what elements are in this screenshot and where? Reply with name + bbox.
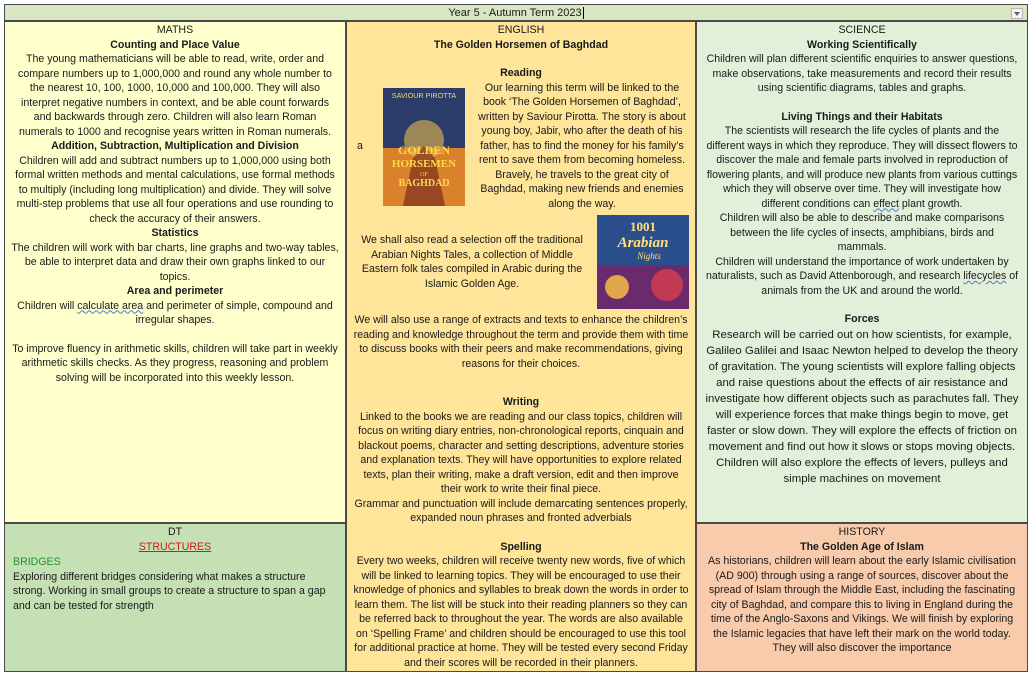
science-heading-forces: Forces [844, 313, 880, 325]
english-subject: ENGLISH [497, 24, 545, 36]
dt-topic: STRUCTURES [138, 540, 212, 553]
maths-heading-statistics: Statistics [151, 227, 199, 239]
maths-area-pre: Children will [17, 299, 78, 312]
english-writing-heading: Writing [502, 396, 540, 408]
maths-area-spellcheck: calculate area [77, 299, 144, 312]
dropdown-arrow-icon[interactable] [1011, 8, 1023, 19]
dt-text: Exploring different bridges considering what makes a structure strong. Working in small groups to create a structure to span a gap and can be tested for strength [13, 570, 326, 612]
book2-line3: Nights [637, 251, 661, 261]
book1-of: OF [420, 172, 428, 179]
dt-subheading: BRIDGES [13, 556, 61, 568]
maths-area-post: and perimeter of simple, compound and irregular shapes. [135, 299, 333, 326]
text-cursor [583, 7, 584, 19]
history-cell[interactable] [696, 523, 1028, 672]
science-heading-living-things: Living Things and their Habitats [781, 110, 943, 123]
history-heading: The Golden Age of Islam [800, 540, 924, 553]
science-forces-text: Research will be carried out on how scientists, for example, Galileo Galilei and Isaac Newton helped to develop the theory of gravitation. The young scientists will explore falling objects and raise questions about the effects of air resistance and investigate how different objects such as parachutes fall. They will experience forces that make things begin to move, get faster or slow down. They will explore the effects of friction on movement and find out how it slows or stops moving objects. Children will also explore the effects of levers, pulleys and simple machines on movement [705, 328, 1019, 485]
maths-subject: MATHS [156, 24, 194, 36]
science-naturalists-text [705, 255, 1019, 299]
science-plants-post: plant growth. [898, 197, 963, 210]
maths-heading-operations: Addition, Subtraction, Multiplication and Division [51, 140, 299, 152]
english-cell[interactable] [346, 21, 696, 672]
science-naturalists-pre: Children will understand the importance of work undertaken by naturalists, such as David Attenborough, and research [705, 255, 1009, 282]
title-bar[interactable] [4, 4, 1028, 21]
arabian-nights-book-cover [597, 215, 689, 309]
english-reading-heading: Reading [500, 67, 542, 79]
maths-operations-text: Children will add and subtract numbers up to 1,000,000 using both formal written methods and mental calculations, use formal methods to multiply (including long multiplication) and divide. They will solve multi-step problems that use all four operations and use rounding to check the accuracy of their answers. [15, 154, 335, 225]
science-plants-pre: The scientists will research the life cycles of plants and the different ways in which they reproduce. They will dissect flowers to discover the male and female parts involved in reproduction of flowering plants, and will produce new plants from various cuttings which they will observe over time. They will investigate how different conditions can [706, 125, 1018, 210]
maths-statistics-text: The children will work with bar charts, line graphs and two-way tables, be able to interpret data and draw their own graphs linked to our topics. [11, 241, 339, 283]
maths-cell[interactable] [4, 21, 346, 523]
term-title: Year 5 - Autumn Term 2023 [448, 7, 582, 19]
arabian-nights-text: We shall also read a selection off the traditional Arabian Nights Tales, a collection of Middle Eastern folk tales compiled in Arabic during the Islamic Golden Age. [361, 234, 583, 290]
golden-horsemen-book-cover [383, 88, 465, 206]
science-working-text: Children will plan different scientific enquiries to answer questions, make observations, take measurements and record their results using scientific diagrams, tables and graphs. [706, 53, 1018, 94]
maths-area-text [11, 299, 339, 328]
dt-subject: DT [167, 526, 183, 538]
maths-heading-area: Area and perimeter [126, 285, 224, 297]
science-plants-text [705, 124, 1019, 211]
book2-line1: 1001 [630, 219, 656, 234]
reading-extracts-text: We will also use a range of extracts and texts to enhance the children’s reading and knowledge throughout the term and provide them with time to discuss books with their peers and make recommendations, giving reasons for their choices. [353, 314, 689, 370]
science-heading-working: Working Scientifically [807, 38, 917, 51]
science-lifecycles-text: Children will also be able to describe and make comparisons between the life cycles of insects, amphibians, birds and mammals. [719, 212, 1005, 253]
reading-row-2 [353, 215, 689, 309]
science-cell[interactable] [696, 21, 1028, 523]
science-naturalists-post: of animals from the UK and around the world. [761, 270, 1019, 297]
book1-line3: BAGHDAD [398, 178, 450, 190]
book1-line1: GOLDEN [397, 143, 451, 158]
history-subject: HISTORY [838, 526, 886, 538]
maths-place-value-text: The young mathematicians will be able to read, write, order and compare numbers up to 1,000,000 and round any whole number to the nearest 10, 100, 1000, 10,000 and 100,000. They will also interpret negative numbers in context, and be able count forwards and backwards through zero. Children will also learn Roman numerals to 1000 and recognise years written in Roman numerals. [18, 53, 332, 138]
stray-letter: a [357, 139, 363, 152]
book1-author: SAVIOUR PIROTTA [391, 91, 457, 101]
science-subject: SCIENCE [838, 24, 886, 36]
science-plants-spellcheck: effect [873, 197, 899, 210]
grammar-text: Grammar and punctuation will include demarcating sentences properly, expanded noun phrases and fronted adverbials [354, 497, 688, 524]
dt-cell[interactable] [4, 523, 346, 672]
reading-intro-text: Our learning this term will be linked to the book ‘The Golden Horsemen of Baghdad’, written by Saviour Pirotta. The story is about young boy, Jabir, who after the death of his father, has to find the money for his family’s rent to save them from becoming homeless. Bravely, he travels to the great city of Baghdad, making new friends and enemies along the way. [478, 81, 686, 210]
spelling-text: Every two weeks, children will receive twenty new words, five of which will be linked to learning topics. They will be encouraged to use their knowledge of phonics and syllables to break down the words in order to learn them. The list will be stuck into their reading planners so they can be referred back to throughout the year. The words are also available on ‘Spelling Frame’ and children should be encouraged to use this tool for additional practice at home. They will be tested every second Friday and their scores will be recorded in their planners. [353, 555, 689, 669]
maths-fluency-text: To improve fluency in arithmetic skills, children will take part in weekly arithmetic skills checks. As they progress, reasoning and problem solving will be incorporated into this weekly lesson. [12, 342, 338, 384]
english-book-title: The Golden Horsemen of Baghdad [433, 38, 609, 51]
writing-text: Linked to the books we are reading and our class topics, children will focus on writing diary entries, non-chronological reports, cinquain and blackout poems, character and setting descriptions, adventure stories and explanation texts. They will have opportunities to explore related texts, plan their writing, make a draft version, edit and then improve their work to write their final piece. [358, 410, 684, 495]
history-text: As historians, children will learn about the early Islamic civilisation (AD 900) through using a range of sources, discover about the spread of Islam through the Middle East, including the fascinating city of Baghdad, and compare this to living in England during the time of the Anglo-Saxons and Vikings. We will finish by exploring the Islamic legacies that have left their mark on the world today. They will also discover the importance [708, 555, 1016, 654]
science-naturalists-spellcheck: lifecycles [963, 270, 1007, 282]
book1-line2: HORSEMEN [391, 158, 457, 171]
reading-row-1 [353, 81, 689, 212]
english-spelling-heading: Spelling [500, 540, 542, 553]
book2-line2: Arabian [617, 235, 669, 251]
maths-heading-place-value: Counting and Place Value [110, 38, 240, 51]
